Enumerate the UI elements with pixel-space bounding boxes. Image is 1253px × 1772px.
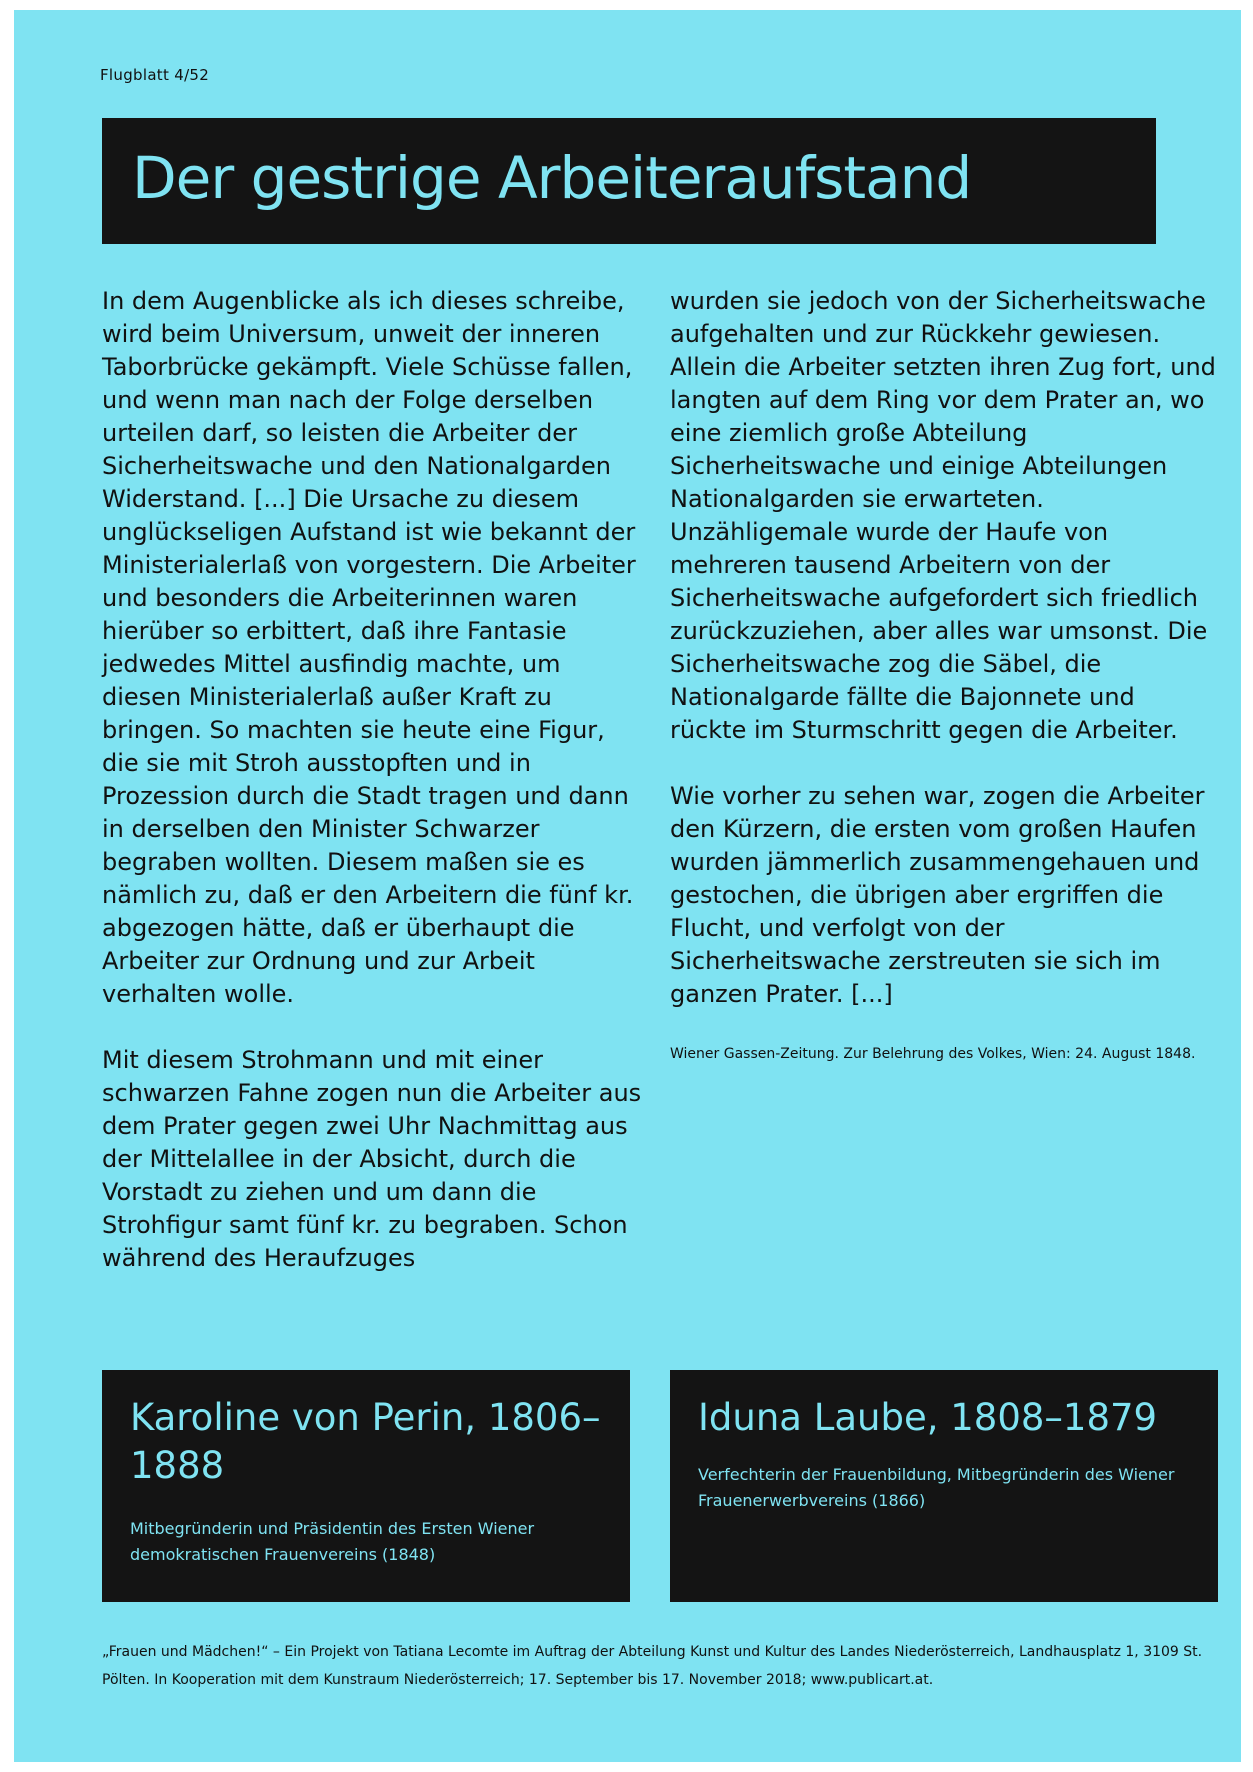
bio-description: Verfechterin der Frauenbildung, Mitbegründerin des Wiener Frauenerwerbvereins (1866) (698, 1465, 1175, 1510)
source-citation: Wiener Gassen-Zeitung. Zur Belehrung des Volkes, Wien: 24. August 1848. (670, 1046, 1196, 1062)
bio-description: Mitbegründerin und Präsidentin des Ersten Wiener demokratischen Frauenvereins (1848) (130, 1519, 535, 1564)
bio-name: Iduna Laube, 1808–1879 (698, 1396, 1158, 1439)
article-paragraph: Wie vorher zu sehen war, zogen die Arbeiter den Kürzern, die ersten vom großen Haufen wurden jämmerlich zusammengehauen und gestochen, die übrigen aber ergriffen die Flucht, und verfolgt von der Sicherheitswache zerstreuten sie sich im ganzen Prater. [...] (670, 782, 1205, 1008)
bio-name: Karoline von Perin, 1806–1888 (130, 1396, 601, 1487)
bio-box-perin (102, 1370, 630, 1602)
article-paragraph: Mit diesem Strohmann und mit einer schwarzen Fahne zogen nun die Arbeiter aus dem Prater gegen zwei Uhr Nachmittag aus der Mittelallee in der Absicht, durch die Vorstadt zu ziehen und um dann die Strohfigur samt fünf kr. zu begraben. Schon während des Heraufzuges (102, 1046, 642, 1272)
flyer-number: Flugblatt 4/52 (100, 66, 210, 84)
page-title: Der gestrige Arbeiteraufstand (132, 144, 972, 212)
article-column-left (102, 285, 642, 1308)
article-paragraph: In dem Augenblicke als ich dieses schreibe, wird beim Universum, unweit der inneren Taborbrücke gekämpft. Viele Schüsse fallen, und wenn man nach der Folge derselben urteilen darf, so leisten die Arbeiter der Sicherheitswache und den Nationalgarden Widerstand. [...] Die Ursache zu diesem unglückseligen Aufstand ist wie bekannt der Ministerialerlaß von vorgestern. Die Arbeiter und besonders die Arbeiterinnen waren hierüber so erbittert, daß ihre Fantasie jedwedes Mittel ausfindig machte, um diesen Ministerialerlaß außer Kraft zu bringen. So machten sie heute eine Figur, die sie mit Stroh ausstopften und in Prozession durch die Stadt tragen und dann in derselben den Minister Schwarzer begraben wollten. Diesem maßen sie es nämlich zu, daß er den Arbeitern die fünf kr. abgezogen hätte, daß er überhaupt die Arbeiter zur Ordnung und zur Arbeit verhalten wolle. (102, 287, 636, 1008)
article-paragraph: wurden sie jedoch von der Sicherheitswache aufgehalten und zur Rückkehr gewiesen. Allein die Arbeiter setzten ihren Zug fort, und langten auf dem Ring vor dem Prater an, wo eine ziemlich große Abteilung Sicherheitswache und einige Abteilungen Nationalgarden sie erwarteten. Unzähligemale wurde der Haufe von mehreren tausend Arbeitern von der Sicherheitswache aufgefordert sich friedlich zurückzuziehen, aber alles war umsonst. Die Sicherheitswache zog die Säbel, die Nationalgarde fällte die Bajonnete und rückte im Sturmschritt gegen die Arbeiter. (670, 287, 1216, 744)
flyer-sheet (14, 10, 1241, 1762)
headline-banner (102, 118, 1156, 244)
bio-box-laube (670, 1370, 1218, 1602)
article-column-right (670, 285, 1218, 1064)
footer-credit: „Frauen und Mädchen!“ – Ein Projekt von Tatiana Lecomte im Auftrag der Abteilung Kunst und Kultur des Landes Niederösterreich, Landhausplatz 1, 3109 St. Pölten. In Kooperation mit dem Kunstraum Niederösterreich; 17. September bis 17. November 2018; www.publicart.at. (102, 1644, 1203, 1688)
